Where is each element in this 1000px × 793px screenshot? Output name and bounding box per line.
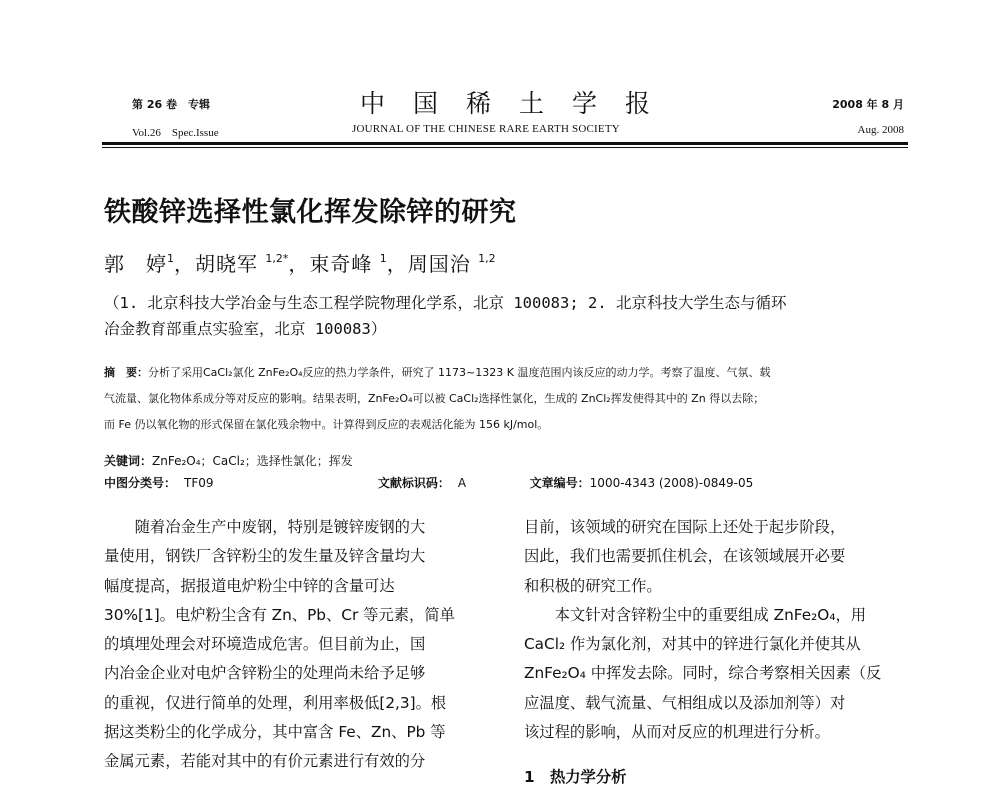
article-no-value: 1000-4343 (2008)-0849-05 [589,476,754,490]
date-en: Aug. 2008 [857,124,904,136]
body-line: 据这类粉尘的化学成分，其中富含 Fe、Zn、Pb 等 [104,723,446,742]
body-line: 目前，该领域的研究在国际上还处于起步阶段， [524,518,846,536]
body-line: 幅度提高，据报道电炉粉尘中锌的含量可达 [104,576,395,595]
affiliation [104,290,914,342]
header-rule-thick [102,142,908,145]
classification [104,474,914,491]
body-line: 该过程的影响，从而对反应的机理进行分析。 [524,723,830,742]
body-line: 30%[1]。电炉粉尘含有 Zn、Pb、Cr 等元素，简单 [104,605,455,624]
date-cn: 2008 年 8 月 [832,98,904,111]
body-line: 应温度、载气流量、气相组成以及添加剂等）对 [524,693,846,712]
body-line: 本文针对含锌粉尘中的重要组成 ZnFe₂O₄，用 [554,605,867,624]
volume-cn: 第 26 卷 专辑 [132,98,210,111]
body-line: 金属元素，若能对其中的有价元素进行有效的分 [104,752,426,771]
abstract-line: 气流量、氯化物体系成分等对反应的影响。结果表明，ZnFe₂O₄可以被 CaCl₂选择性氯化，生成的 ZnCl₂挥发使得其中的 Zn 得以去除； [104,392,765,405]
author-2-affil: 1,2* [265,252,289,265]
body-line: 量使用，钢铁厂含锌粉尘的发生量及锌含量均大 [104,547,426,566]
author-list: 郭 婷$^1$，胡晓军 $^{1,2*}$，束奇峰 $^1$，周国治 $^{1,2}$ [104,252,496,276]
abstract-label: 摘 要： [104,366,148,379]
keywords-label: 关键词： [104,454,153,468]
abstract-line: 摘 要：分析了采用CaCl₂氯化 ZnFe₂O₄反应的热力学条件，研究了 1173~1323 K 温度范围内该反应的动力学。考察了温度、气氛、载 [104,366,771,379]
author-3: 束奇峰 [309,252,373,276]
author-2: 胡晓军 [195,252,258,276]
article-no-label: 文章编号： [529,476,590,490]
body-line: 内冶金企业对电炉含锌粉尘的处理尚未给予足够 [104,664,426,683]
author-1-affil: 1 [167,252,174,265]
header-rule-thin [102,147,908,148]
author-1: 郭 婷 [104,252,167,276]
volume-en: Vol.26 Spec.Issue [132,127,219,139]
doc-code-label: 文献标识码： [377,476,450,490]
journal-title-cn: 中国稀土学报 [360,89,679,118]
abstract [104,360,910,438]
body-line: 的重视，仅进行简单的处理，利用率极低[2,3]。根 [104,693,447,712]
keywords-text: ZnFe₂O₄；CaCl₂；选择性氯化；挥发 [152,454,353,468]
body-line: CaCl₂ 作为氯化剂，对其中的锌进行氯化并使其从 [524,635,861,654]
body-line: 和积极的研究工作。 [524,576,662,595]
abstract-line: 而 Fe 仍以氧化物的形式保留在氯化残余物中。计算得到反应的表观活化能为 156 kJ/mol。 [104,418,549,431]
clc-label: 中图分类号： [104,476,177,490]
body-line: 随着冶金生产中废钢，特别是镀锌废钢的大 [134,518,426,536]
author-4: 周国治 [407,252,471,276]
body-line: ZnFe₂O₄ 中挥发去除。同时，综合考察相关因素（反 [524,664,882,683]
body-line: 的填埋处理会对环境造成危害。但目前为止，国 [104,635,426,654]
doc-code-value: A [457,476,467,490]
body-column-left [104,513,488,777]
body-line: 因此，我们也需要抓住机会，在该领域展开必要 [524,547,846,566]
author-4-affil: 1,2 [478,252,496,265]
author-3-affil: 1 [379,252,387,265]
section-heading: 1 热力学分析 [524,768,627,787]
affiliation-line: （1. 北京科技大学冶金与生态工程学院物理化学系，北京 100083; 2. 北京科技大学生态与循环 [104,294,787,312]
journal-title-en: JOURNAL OF THE CHINESE RARE EARTH SOCIETY [352,123,620,135]
affiliation-line: 冶金教育部重点实验室，北京 100083） [104,320,387,338]
clc-value: TF09 [184,476,214,490]
keywords [104,452,353,469]
body-column-right [524,513,908,793]
paper-title: 铁酸锌选择性氯化挥发除锌的研究 [104,197,517,228]
